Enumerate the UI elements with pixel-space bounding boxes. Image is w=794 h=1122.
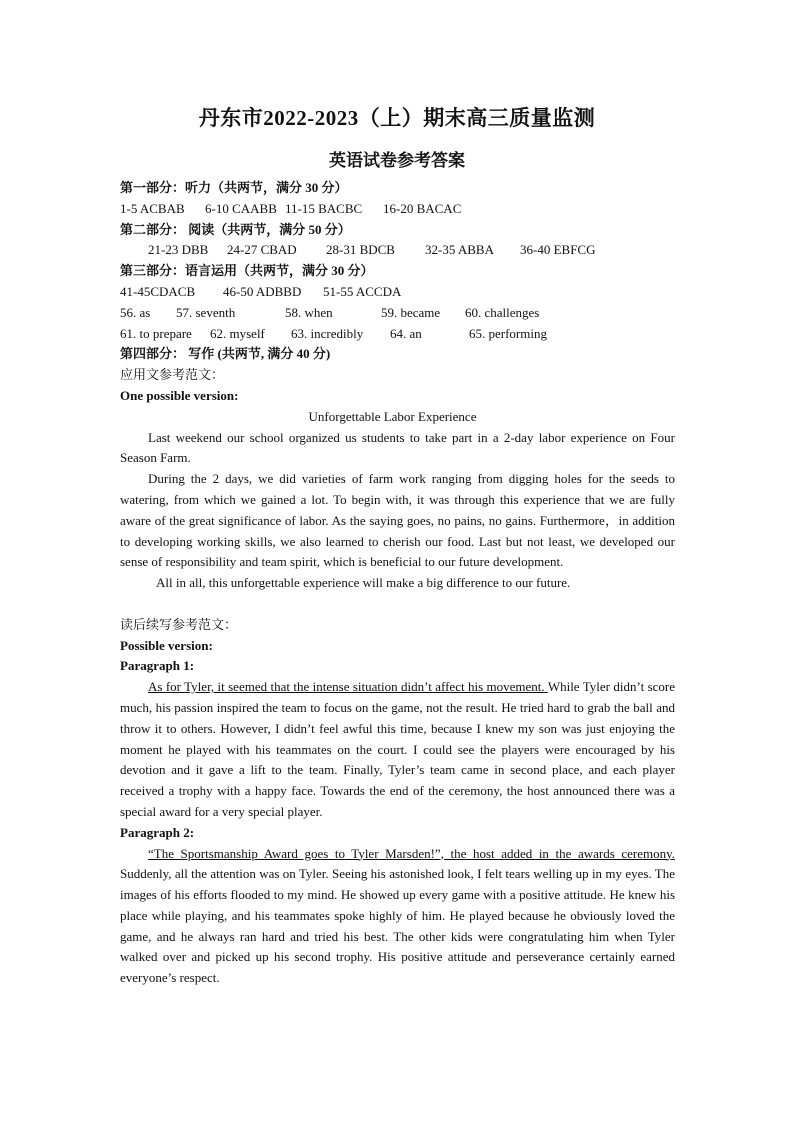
answer-group: 41-45CDACB	[120, 283, 196, 299]
fill-answer: 60. challenges	[465, 304, 540, 320]
answer-group: 36-40 EBFCG	[520, 242, 596, 258]
paragraph1-label: Paragraph 1:	[120, 658, 195, 674]
essay-paragraph: All in all, this unforgettable experience will make a big difference to our future.	[156, 575, 571, 591]
essay-paragraph: Last weekend our school organized us students to take part in a 2-day labor experience on Four Season Farm.	[120, 429, 675, 466]
answer-content	[120, 178, 675, 989]
answer-group: 6-10 CAABB	[205, 200, 277, 216]
part1-heading: 第一部分：听力（共两节，满分 30 分）	[120, 180, 348, 195]
answer-group: 11-15 BACBC	[285, 200, 363, 216]
part3-heading: 第三部分：语言运用（共两节，满分 30 分）	[120, 263, 374, 279]
answer-group: 24-27 CBAD	[227, 242, 297, 258]
part3-choice-answers	[120, 282, 675, 303]
paragraph2-label: Paragraph 2:	[120, 824, 195, 840]
answer-group: 32-35 ABBA	[425, 242, 494, 258]
answer-group: 1-5 ACBAB	[120, 200, 185, 216]
applied-writing-label: 应用文参考范文：	[120, 367, 225, 383]
essay-paragraph: During the 2 days, we did varieties of farm work ranging from digging holes for the seeds to watering, from which we gained a lot. To begin with, it was through this experience that we are fully aware of the great significance of labor. As the saying goes, no pains, no gains. Furthermore，in addition to developing working skills, we also learned to cherish our food. Last but not least, we developed our sense of responsibility and team spirit, which is beneficial to our future development.	[120, 471, 675, 570]
answer-group: 46-50 ADBBD	[223, 283, 302, 299]
spacer	[120, 594, 675, 615]
paragraph1-body: While Tyler didn’t score much, his passion inspired the team to focus on the game, not the result. He tried hard to grab the ball and throw it to others. However, I didn’t feel awful this time, because I knew my son was just enjoying the moment he played with his teammates on the court. I could see the players were encouraged by his devotion and it gave a lift to the team. Finally, Tyler’s team came in second place, and each player received a trophy with a happy face. Towards the end of the ceremony, the host announced there was a special award for a very special player.	[120, 679, 675, 819]
fill-answer: 57. seventh	[176, 304, 236, 320]
page-subtitle: 英语试卷参考答案	[329, 151, 465, 170]
continuation-version-label: Possible version:	[120, 637, 213, 653]
fill-answer: 64. an	[390, 325, 422, 341]
continuation-label: 读后续写参考范文：	[120, 616, 238, 632]
answer-group: 16-20 BACAC	[383, 200, 462, 216]
fill-answer: 61. to prepare	[120, 325, 192, 341]
paragraph1-given-sentence: As for Tyler, it seemed that the intense situation didn’t affect his movement.	[148, 679, 548, 695]
applied-version-label: One possible version:	[120, 387, 239, 403]
fill-answer: 59. became	[381, 304, 441, 320]
answer-group: 21-23 DBB	[148, 242, 209, 258]
paragraph2-text	[120, 844, 675, 990]
part2-heading: 第二部分： 阅读（共两节，满分 50 分）	[120, 221, 351, 237]
fill-answer: 56. as	[120, 304, 151, 320]
fill-answer: 62. myself	[210, 325, 265, 341]
answer-group: 51-55 ACCDA	[323, 283, 402, 299]
fill-answer: 65. performing	[469, 325, 547, 341]
paragraph2-given-sentence: “The Sportsmanship Award goes to Tyler Marsden!”, the host added in the awards ceremony.	[148, 845, 675, 861]
paragraph2-body: Suddenly, all the attention was on Tyler. Seeing his astonished look, I felt tears welling up in my eyes. The images of his efforts flooded to my mind. He showed up every game with a positive attitude. He knew his place while playing, and his teammates spoke highly of him. He played because he obviously loved the game, and he always ran hard and tried his best. The other kids were congratulating him when Tyler walked over and picked up his second trophy. His positive attitude and perseverance certainly earned everyone’s respect.	[120, 866, 675, 986]
fill-answer: 58. when	[285, 304, 333, 320]
fill-answer: 63. incredibly	[291, 325, 364, 341]
part2-answers	[120, 240, 675, 261]
paragraph1-text	[120, 677, 675, 823]
part4-heading: 第四部分： 写作 (共两节, 满分 40 分)	[120, 346, 331, 362]
answer-group: 28-31 BDCB	[326, 242, 395, 258]
part1-answers	[120, 199, 675, 220]
part3-fill-row-1	[120, 303, 675, 324]
essay-title: Unforgettable Labor Experience	[308, 408, 477, 424]
page-title: 丹东市2022-2023（上）期末高三质量监测	[198, 106, 596, 130]
part3-fill-row-2	[120, 324, 675, 345]
